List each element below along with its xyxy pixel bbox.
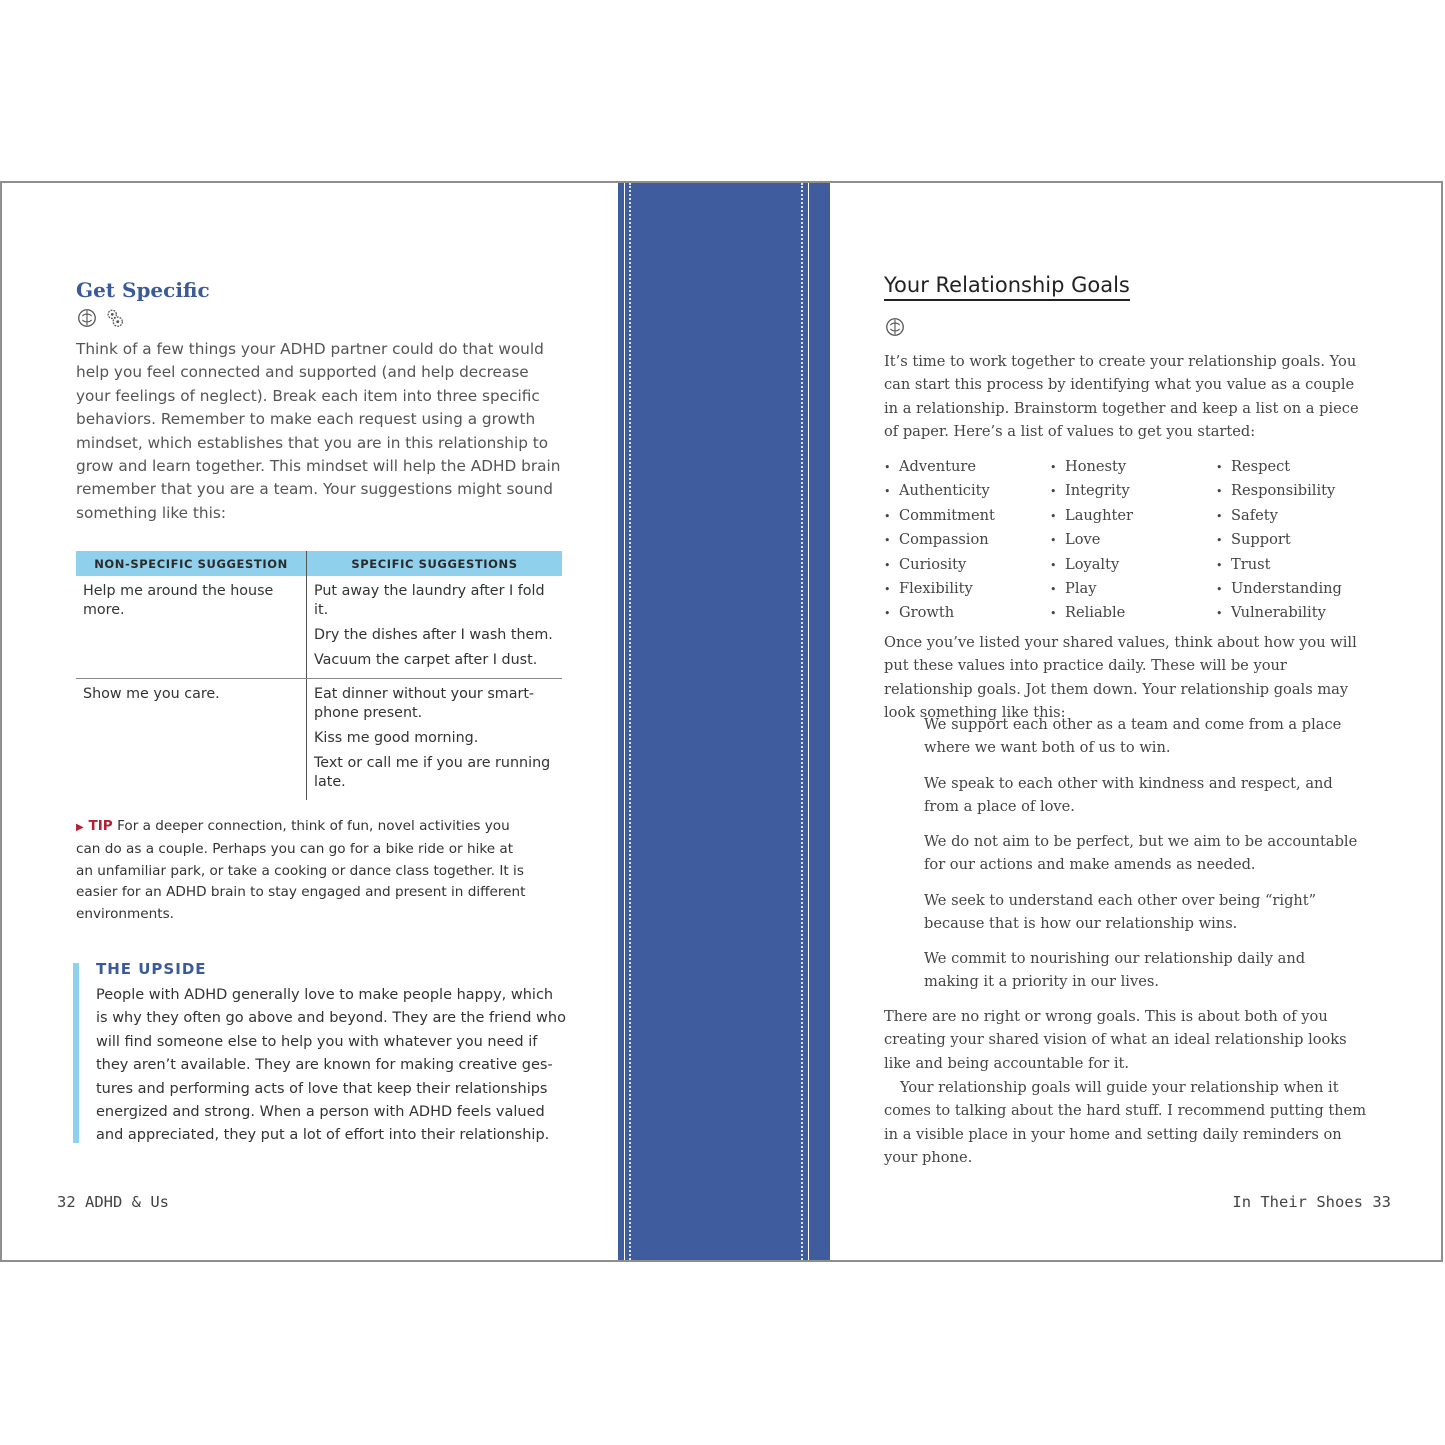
non-specific-cell: Show me you care. [76, 679, 307, 801]
goal-item: We support each other as a team and come from a place where we want both of us to win. [924, 716, 1342, 757]
brain-icon [76, 307, 98, 329]
non-specific-cell: Help me around the house more. [76, 576, 307, 679]
value-item: • Responsibility [1216, 479, 1342, 503]
table-header-non-specific: NON-SPECIFIC SUGGESTION [76, 551, 307, 576]
table-header-specific: SPECIFIC SUGGESTIONS [307, 551, 563, 576]
specific-item: Vacuum the carpet after I dust. [314, 652, 538, 668]
value-item: • Vulnerability [1216, 601, 1342, 625]
value-item: • Curiosity [884, 553, 1050, 577]
values-column [1050, 455, 1216, 626]
value-item: • Commitment [884, 504, 1050, 528]
goal-item: We commit to nourishing our relationship daily and making it a priority in our lives. [924, 950, 1306, 991]
left-page [2, 183, 618, 1260]
values-list [884, 455, 1384, 626]
table-row [76, 576, 562, 679]
specific-cell [307, 576, 563, 679]
values-column [1216, 455, 1342, 626]
value-item: • Trust [1216, 553, 1342, 577]
gutter-line [808, 183, 809, 1260]
right-page [830, 183, 1443, 1260]
value-item: • Adventure [884, 455, 1050, 479]
heading-get-specific: Get Specific [76, 278, 210, 302]
gutter-stitch [629, 183, 631, 1260]
triangle-icon: ▶ [76, 822, 84, 833]
book-spread [0, 181, 1443, 1262]
upside-callout [73, 960, 566, 1144]
brain-icon [884, 316, 906, 338]
value-item: • Support [1216, 528, 1342, 552]
table-row [76, 679, 562, 801]
value-item: • Loyalty [1050, 553, 1216, 577]
paragraph-shared-values: Once you’ve listed your shared values, think about how you will put these values into practice daily. These will be your relationship goals. Jot them down. Your relationship goals may look something like this: [884, 634, 1357, 722]
value-item: • Play [1050, 577, 1216, 601]
value-item: • Safety [1216, 504, 1342, 528]
specific-cell [307, 679, 563, 801]
upside-title: THE UPSIDE [96, 960, 207, 978]
upside-text: People with ADHD generally love to make people happy, which is why they often go above and beyond. They are the friend who will find someone else to help you with whatever you need if they aren’t available. They are known for making creative ges-tures and performing acts of love that keep their relationships energized and strong. When a person with ADHD feels valued and appreciated, they put a lot of effort into their relationship. [96, 987, 566, 1144]
specific-item: Put away the laundry after I fold it. [314, 583, 545, 618]
value-item: • Laughter [1050, 504, 1216, 528]
gutter-line [624, 183, 625, 1260]
specific-item: Text or call me if you are running late. [314, 755, 551, 790]
left-folio: 32 ADHD & Us [57, 1193, 169, 1211]
callout-bar [73, 963, 79, 1143]
specific-item: Dry the dishes after I wash them. [314, 627, 553, 643]
icon-row [884, 316, 906, 338]
goal-item: We seek to understand each other over being “right” because that is how our relationship wins. [924, 891, 1317, 932]
heading-relationship-goals: Your Relationship Goals [884, 272, 1130, 301]
tip-text: For a deeper connection, think of fun, novel activities you can do as a couple. Perhaps you can go for a bike ride or hike at an unfamiliar park, or take a cooking or dance class together. It is easier for an ADHD brain to stay engaged and present in different environments. [76, 818, 526, 923]
value-item: • Reliable [1050, 601, 1216, 625]
value-item: • Love [1050, 528, 1216, 552]
paragraph-guide: Your relationship goals will guide your relationship when it comes to talking about the hard stuff. I recommend putting them in a visible place in your home and setting daily reminders on your phone. [884, 1079, 1367, 1167]
paragraph-no-wrong-goals: There are no right or wrong goals. This is about both of you creating your shared vision of what an ideal relationship looks like and being accountable for it. [884, 1008, 1347, 1072]
value-item: • Honesty [1050, 455, 1216, 479]
value-item: • Authenticity [884, 479, 1050, 503]
values-column [884, 455, 1050, 626]
intro-paragraph: Think of a few things your ADHD partner could do that would help you feel connected and supported (and help decrease your feelings of neglect). Break each item into three specific behaviors. Remember to make each request using a growth mindset, which establishes that you are in this relationship to grow and learn together. This mindset will help the ADHD brain remember that you are a team. Your suggestions might sound something like this: [76, 340, 561, 522]
value-item: • Understanding [1216, 577, 1342, 601]
icon-row [76, 307, 126, 329]
goal-item: We speak to each other with kindness and respect, and from a place of love. [924, 774, 1333, 815]
value-item: • Respect [1216, 455, 1342, 479]
value-item: • Flexibility [884, 577, 1050, 601]
right-folio: In Their Shoes 33 [1232, 1193, 1391, 1211]
specific-item: Eat dinner without your smart-phone present. [314, 686, 535, 721]
tip-box [76, 816, 526, 926]
specific-item: Kiss me good morning. [314, 730, 479, 746]
goal-item: We do not aim to be perfect, but we aim to be accountable for our actions and make amends as needed. [924, 833, 1358, 874]
book-gutter [618, 183, 830, 1260]
value-item: • Integrity [1050, 479, 1216, 503]
value-item: • Growth [884, 601, 1050, 625]
tip-label: ▶ TIP [76, 818, 113, 834]
goals-list [924, 713, 1364, 1006]
gears-icon [104, 307, 126, 329]
gutter-stitch [801, 183, 803, 1260]
value-item: • Compassion [884, 528, 1050, 552]
suggestions-table [76, 551, 562, 800]
goals-intro: It’s time to work together to create your relationship goals. You can start this process by identifying what you value as a couple in a relationship. Brainstorm together and keep a list on a piece of paper. Here’s a list of values to get you started: [884, 353, 1359, 441]
